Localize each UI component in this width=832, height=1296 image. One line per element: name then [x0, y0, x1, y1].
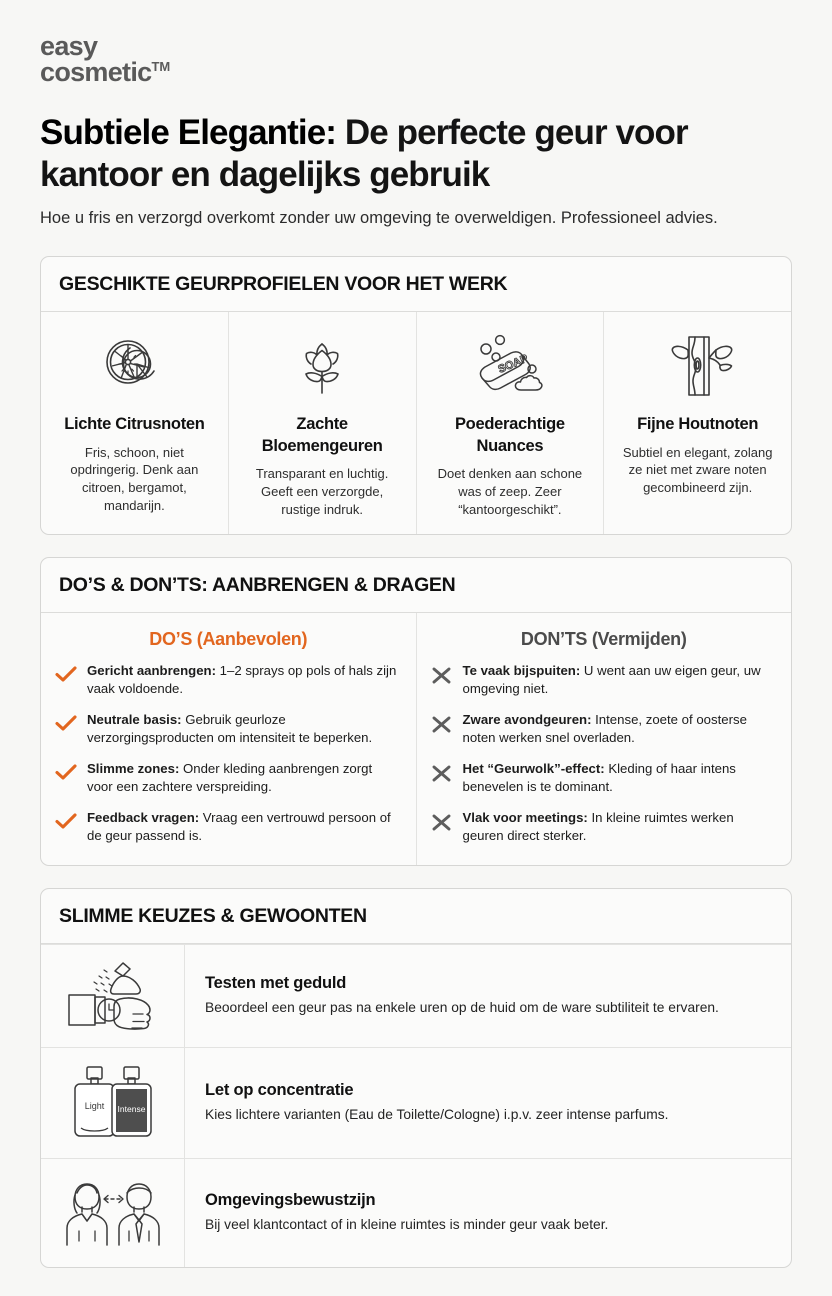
list-item-text — [87, 711, 400, 747]
profile-title: Poederachtige Nuances — [454, 415, 565, 455]
list-item-lead: Feedback vragen: — [87, 810, 200, 826]
cross-icon — [431, 760, 453, 783]
cross-icon — [431, 809, 453, 832]
list-item — [431, 662, 776, 698]
check-icon — [55, 711, 77, 731]
brand-logo — [40, 31, 792, 87]
list-item — [55, 662, 400, 698]
list-item-body: 1–2 sprays op pols of hals zijn vaak voldoende. — [87, 663, 397, 697]
profile-desc: Subtiel en elegant, zolang ze niet met zware noten gecombineerd zijn. — [622, 444, 773, 496]
donts-list — [417, 662, 792, 865]
habit-title: Omgevingsbewustzijn — [205, 1191, 376, 1210]
profile-card-floral — [229, 312, 417, 534]
habit-content — [185, 1048, 686, 1158]
page-title-bold: Subtiele Elegantie: — [40, 112, 337, 152]
list-item-lead: Het “Geurwolk”-effect: — [462, 761, 605, 777]
dos-column-title: DO’S (Aanbevolen) — [149, 629, 308, 650]
habit-row-testing — [41, 944, 791, 1047]
brand-line-2-text: cosmetic — [40, 56, 152, 87]
profile-card-citrus — [41, 312, 229, 534]
trademark-symbol: TM — [151, 58, 171, 74]
list-item-body: U went aan uw eigen geur, uw omgeving niet. — [462, 663, 761, 697]
list-item — [55, 809, 400, 845]
smart-choices-header — [41, 889, 791, 944]
list-item — [55, 760, 400, 796]
list-item — [431, 760, 776, 796]
habit-desc: Beoordeel een geur pas na enkele uren op de huid om de ware subtiliteit te ervaren. — [205, 1000, 719, 1016]
list-item-text — [87, 760, 400, 796]
habit-desc: Kies lichtere varianten (Eau de Toilette/Cologne) i.p.v. zeer intense parfums. — [205, 1107, 669, 1123]
citrus-slice-icon — [53, 330, 216, 402]
scent-profiles-header — [41, 257, 791, 312]
list-item — [55, 711, 400, 747]
page-title-rest: De perfecte geur voor kantoor en dagelijks gebruik — [40, 112, 688, 195]
profile-card-powdery — [417, 312, 605, 534]
scent-profiles-heading: GESCHIKTE GEURPROFIELEN VOOR HET WERK — [59, 273, 508, 296]
dos-column — [41, 613, 417, 865]
list-item-text — [463, 760, 776, 796]
bottle-light-label: Light — [84, 1101, 104, 1112]
list-item — [431, 809, 776, 845]
page-subtitle: Hoe u fris en verzorgd overkomt zonder uw omgeving te overweldigen. Professioneel advies. — [40, 209, 718, 228]
scent-profiles-grid — [41, 312, 791, 534]
habit-row-concentration — [41, 1047, 791, 1158]
bottle-intense-label: Intense — [117, 1104, 145, 1115]
list-item — [431, 711, 776, 747]
smart-choices-heading: SLIMME KEUZES & GEWOONTEN — [59, 905, 367, 928]
list-item-lead: Neutrale basis: — [87, 712, 182, 728]
list-item-text — [463, 711, 776, 747]
profile-desc: Doet denken aan schone was of zeep. Zeer “kantoorgeschikt”. — [437, 465, 583, 517]
dos-list — [41, 662, 416, 865]
page-title — [40, 112, 792, 197]
list-item-body: Vraag een vertrouwd persoon of de geur passend is. — [87, 810, 391, 844]
list-item-body: Intense, zoete of oosterse noten werken snel overladen. — [462, 712, 747, 746]
habit-content — [185, 945, 737, 1047]
habit-title: Let op concentratie — [205, 1081, 354, 1100]
two-bottles-icon — [41, 1048, 185, 1158]
check-icon — [55, 662, 77, 682]
profile-title: Lichte Citrusnoten — [64, 415, 205, 434]
list-item-body: Kleding of haar intens benevelen is te dominant. — [462, 761, 736, 795]
check-icon — [55, 760, 77, 780]
dos-donts-columns — [41, 613, 791, 865]
list-item-text — [87, 662, 400, 698]
list-item-body: In kleine ruimtes werken geuren direct sterker. — [462, 810, 734, 844]
cross-icon — [431, 711, 453, 734]
profile-desc: Fris, schoon, niet opdringerig. Denk aan citroen, bergamot, mandarijn. — [70, 444, 199, 514]
habit-row-awareness — [41, 1158, 791, 1267]
profile-desc: Transparant en luchtig. Geeft een verzorgde, rustige indruk. — [255, 465, 389, 517]
donts-column — [417, 613, 792, 865]
list-item-text — [463, 662, 776, 698]
scent-profiles-card — [40, 256, 792, 535]
list-item-lead: Zware avondgeuren: — [462, 712, 592, 728]
list-item-lead: Gericht aanbrengen: — [87, 663, 216, 679]
brand-line-2 — [40, 56, 171, 87]
profile-card-woody — [604, 312, 791, 534]
habit-desc: Bij veel klantcontact of in kleine ruimtes is minder geur vaak beter. — [205, 1217, 609, 1233]
dos-donts-card — [40, 557, 792, 866]
soap-bar-icon — [429, 330, 592, 402]
dos-donts-heading: DO’S & DON’TS: AANBRENGEN & DRAGEN — [59, 574, 456, 597]
two-people-distance-icon — [41, 1159, 185, 1267]
flower-icon — [241, 330, 404, 402]
list-item-body: Onder kleding aanbrengen zorgt voor een zachtere verspreiding. — [87, 761, 373, 795]
list-item-text — [463, 809, 776, 845]
cross-icon — [431, 662, 453, 685]
profile-title: Zachte Bloemengeuren — [261, 415, 383, 455]
soap-label: SOAP — [496, 352, 530, 377]
list-item-body: Gebruik geurloze verzorgingsproducten om intensiteit te beperken. — [87, 712, 373, 746]
wood-branch-icon — [616, 330, 779, 402]
habit-title: Testen met geduld — [205, 974, 347, 993]
check-icon — [55, 809, 77, 829]
habit-content — [185, 1159, 626, 1267]
list-item-lead: Te vaak bijspuiten: — [462, 663, 581, 679]
smart-choices-card — [40, 888, 792, 1268]
wrist-watch-spray-icon — [41, 945, 185, 1047]
list-item-text — [87, 809, 400, 845]
list-item-lead: Slimme zones: — [87, 761, 180, 777]
dos-donts-header — [41, 558, 791, 613]
brand-line-1: easy — [40, 31, 98, 61]
profile-title: Fijne Houtnoten — [637, 415, 759, 434]
donts-column-title: DON’TS (Vermijden) — [520, 629, 687, 650]
list-item-lead: Vlak voor meetings: — [462, 810, 588, 826]
